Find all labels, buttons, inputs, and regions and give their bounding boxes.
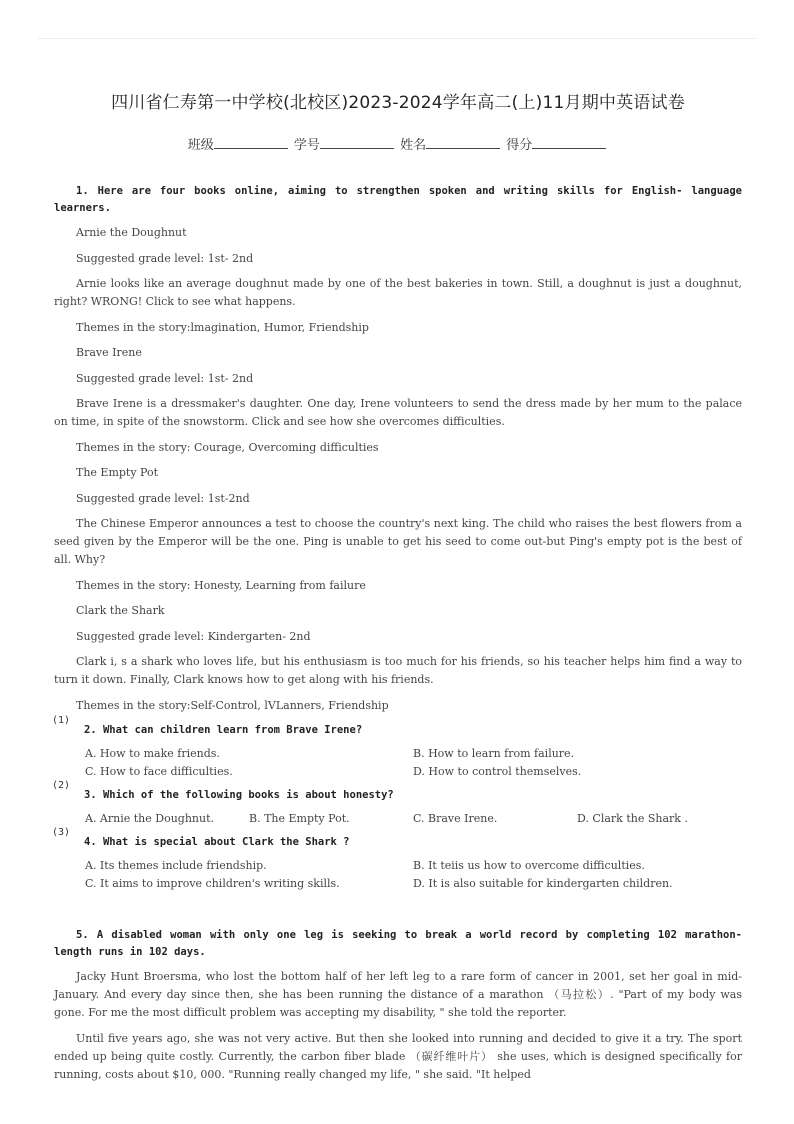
passage-paragraph: Until five years ago, she was not very active. But then she looked into running and decided to give it a try. The sport ended up being quite costly. Currently, the carbon fiber blade （碳纤维叶片） she uses, which is designed specifically for running, costs about $10, 000. "Running really changed my life, " she said. "It helped	[54, 1031, 742, 1081]
options-list	[54, 745, 742, 781]
passage-paragraph: Themes in the story: Honesty, Learning from failure	[76, 578, 366, 592]
subquestion-text: 4. What is special about Clark the Shark ?	[84, 836, 350, 848]
subquestion-2	[52, 780, 742, 828]
option-b[interactable]: B. The Empty Pot.	[249, 812, 350, 825]
option-d[interactable]: D. Clark the Shark .	[577, 812, 688, 825]
subquestion-number: (3)	[52, 827, 71, 838]
option-a[interactable]: A. Its themes include friendship.	[85, 859, 267, 872]
passage-1	[54, 224, 742, 715]
passage-paragraph: Clark the Shark	[76, 604, 165, 617]
options-list	[54, 810, 742, 828]
student-id-label: 学号	[293, 138, 320, 153]
passage-paragraph: Themes in the story: Courage, Overcoming difficulties	[76, 440, 379, 454]
passage-paragraph: The Empty Pot	[76, 466, 159, 479]
exam-page	[54, 88, 742, 1091]
subquestion-text: 2. What can children learn from Brave Irene?	[84, 724, 363, 736]
passage-paragraph: Arnie the Doughnut	[76, 226, 187, 239]
question-1-prompt: 1. Here are four books online, aiming to strengthen spoken and writing skills for English- language learners.	[54, 185, 742, 214]
name-blank	[426, 136, 500, 149]
option-c[interactable]: C. Brave Irene.	[413, 812, 498, 825]
subquestion-number: (1)	[52, 715, 71, 726]
passage-paragraph: Themes in the story:Self-Control, lVLanners, Friendship	[76, 698, 389, 712]
class-label: 班级	[187, 138, 214, 153]
passage-5	[54, 968, 742, 1084]
passage-paragraph: Arnie looks like an average doughnut made by one of the best bakeries in town. Still, a doughnut is just a doughnut, right? WRONG! Click to see what happens.	[54, 277, 742, 308]
option-c[interactable]: C. How to face difficulties.	[85, 765, 233, 778]
name-label: 姓名	[400, 138, 427, 153]
passage-paragraph: Brave Irene is a dressmaker's daughter. One day, Irene volunteers to send the dress made by her mum to the palace on time, in spite of the snowstorm. Click and see how she overcomes difficulties.	[54, 397, 742, 428]
passage-paragraph: Brave Irene	[76, 346, 142, 359]
subquestion-1	[52, 715, 742, 781]
passage-paragraph: Suggested grade level: 1st-2nd	[76, 491, 250, 505]
passage-paragraph: Themes in the story:lmagination, Humor, Friendship	[76, 320, 369, 334]
passage-paragraph: Suggested grade level: Kindergarten- 2nd	[76, 629, 311, 643]
option-a[interactable]: A. How to make friends.	[85, 747, 220, 760]
question-5-prompt: 5. A disabled woman with only one leg is seeking to break a world record by completing 102 marathon-length runs in 102 days.	[54, 929, 742, 958]
option-d[interactable]: D. It is also suitable for kindergarten children.	[413, 877, 673, 890]
passage-paragraph: Suggested grade level: 1st- 2nd	[76, 371, 254, 385]
option-a[interactable]: A. Arnie the Doughnut.	[85, 812, 214, 825]
subquestion-3	[52, 827, 742, 893]
page-title: 四川省仁寿第一中学校(北校区)2023-2024学年高二(上)11月期中英语试卷	[111, 93, 685, 113]
option-b[interactable]: B. It teiis us how to overcome difficulties.	[413, 859, 645, 872]
score-blank	[532, 136, 606, 149]
option-d[interactable]: D. How to control themselves.	[413, 765, 582, 778]
header-rule	[38, 38, 756, 39]
passage-paragraph: The Chinese Emperor announces a test to choose the country's next king. The child who raises the best flowers from a seed given by the Emperor will be the one. Ping is unable to get his seed to come out-but Ping's empty pot is the best of all. Why?	[54, 517, 742, 566]
passage-paragraph: Suggested grade level: 1st- 2nd	[76, 251, 254, 265]
student-id-blank	[320, 136, 394, 149]
option-c[interactable]: C. It aims to improve children's writing skills.	[85, 877, 340, 890]
passage-paragraph: Jacky Hunt Broersma, who lost the bottom half of her left leg to a rare form of cancer in 2001, set her goal in mid-January. And every day since then, she has been running the distance of a marathon （马拉松）. "Part of my body was gone. For me the most difficult problem was accepting my disability, " she told the reporter.	[54, 970, 742, 1019]
passage-paragraph: Clark i, s a shark who loves life, but his enthusiasm is too much for his friends, so his teacher helps him find a way to turn it down. Finally, Clark knows how to get along with his friends.	[54, 655, 742, 686]
class-blank	[214, 136, 288, 149]
options-list	[54, 857, 742, 893]
student-info-line	[54, 134, 742, 153]
subquestion-number: (2)	[52, 780, 71, 791]
subquestion-text: 3. Which of the following books is about honesty?	[84, 789, 394, 801]
score-label: 得分	[506, 138, 533, 153]
option-b[interactable]: B. How to learn from failure.	[413, 747, 575, 760]
